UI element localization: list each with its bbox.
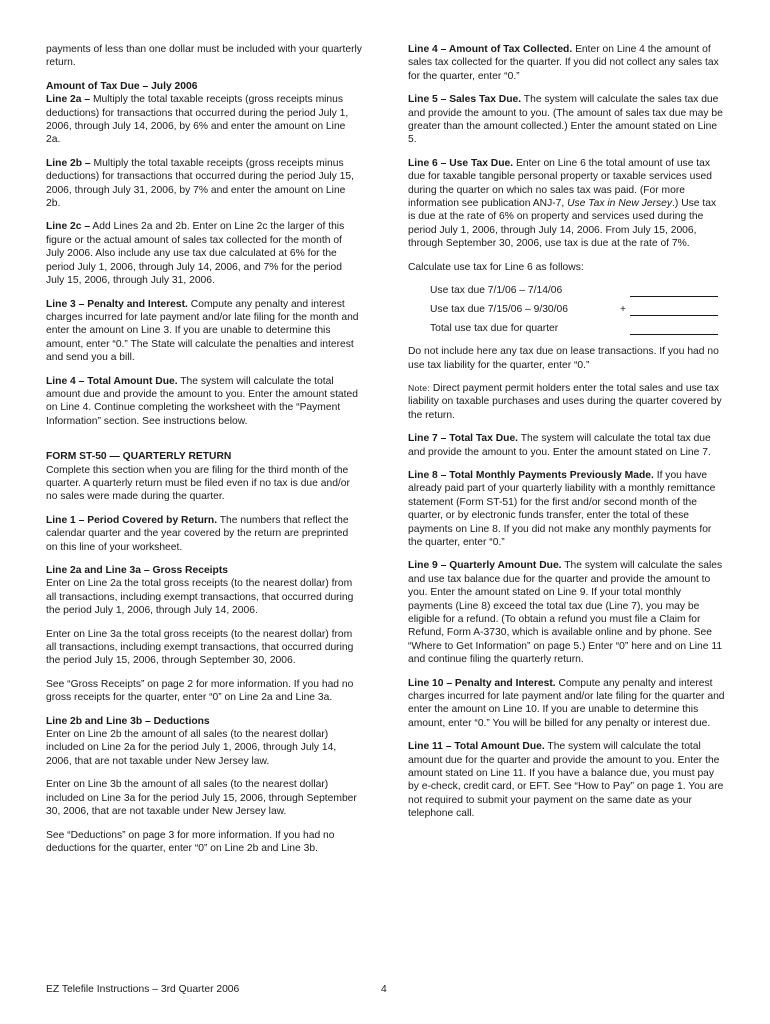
line-text: Multiply the total taxable receipts (gross receipts minus deductions) for transactions that occurred during the period July 1, 2006, through July 14, 2006, by 6% and enter the amount on Line 2a. — [46, 94, 349, 146]
footer-title: EZ Telefile Instructions – 3rd Quarter 2006 — [46, 984, 240, 995]
line-heading: Line 4 – Total Amount Due. — [46, 375, 178, 387]
paragraph: See “Gross Receipts” on page 2 for more information. If you had no gross receipts for the quarter, enter “0” on Line 2a and Line 3a. — [46, 678, 354, 704]
line-text: Compute any penalty and interest charges incurred for late payment and/or late filing for the month and enter the amount on Line 3. If you are unable to determine this amount, enter “0.” The State will calculate the penalties and interest and send you a bill. — [46, 298, 359, 364]
line-text: The numbers that reflect the calendar quarter and the year covered by the return are preprinted on this line of your worksheet. — [46, 514, 349, 553]
line-text: The system will calculate the total amount due for the quarter and provide the amount to you. Enter the amount stated on Line 11. If you have a balance due, you must pay by e-check, credit card, or EFT. See “How to Pay” on page 1. You are not required to submit your payment on the same date as your telephone call. — [408, 741, 724, 820]
line-text: Compute any penalty and interest charges incurred for late payment and/or late filing for the quarter and enter the amount on Line 10. If you are unable to determine this amount, enter “0.” You will be billed for any penalty or interest due. — [408, 677, 725, 729]
section-text: Enter on Line 2b the amount of all sales (to the nearest dollar) included on Line 2a for the period July 1, 2006, through July 14, 2006, that are not taxable under New Jersey law. — [46, 729, 337, 767]
paragraph — [408, 677, 726, 731]
line-heading: Line 4 – Amount of Tax Collected. — [408, 44, 573, 55]
line-heading: Line 8 – Total Monthly Payments Previously Made. — [408, 469, 654, 481]
paragraph — [46, 375, 362, 429]
paragraph — [408, 740, 726, 820]
paragraph — [408, 43, 726, 83]
paragraph: Calculate use tax for Line 6 as follows: — [408, 261, 584, 273]
paragraph — [408, 469, 726, 549]
section-text: Enter on Line 2a the total gross receipts (to the nearest dollar) from all transactions, including exempt transactions, that occurred during the period July 1, 2006, through July 14, 2006. — [46, 578, 354, 617]
use-tax-row — [430, 316, 718, 335]
line-heading: Line 5 – Sales Tax Due. — [408, 94, 522, 106]
line-text: .) Use tax is due at the rate of 6% on property and services used during the period July 1, 2006, through July 14, 2006. From July 15, 2006, through September 30, 2006, use tax is due at the rate of 7%. — [408, 198, 717, 250]
line-heading: Line 2a – — [46, 94, 91, 106]
use-tax-row — [430, 297, 718, 316]
line-text: Add Lines 2a and 2b. Enter on Line 2c the larger of this figure or the actual amount of sales tax collected for the month of July 2006. Also include any use tax due calculated at 6% for the period July 1, 2006, through July 14, 2006, and 7% for the period July 15, 2006, through July 31, 2006. — [46, 221, 345, 287]
use-tax-blank[interactable] — [630, 323, 718, 335]
right-column — [408, 43, 726, 831]
line-heading: Line 2c – — [46, 221, 91, 233]
line-text: Enter on Line 6 the total amount of use tax due for taxable tangible personal property or taxable services used during the quarter on which no sales tax was paid. (For more information see publication ANJ-7, — [408, 157, 712, 210]
page-number: 4 — [381, 984, 387, 995]
line-text: Enter on Line 4 the amount of sales tax collected for the quarter. If you did not collect any sales tax for the quarter, enter “0.” — [408, 44, 719, 82]
line-text: Multiply the total taxable receipts (gross receipts minus deductions) for transactions that occurred during the period July 15, 2006, through July 31, 2006, by 7% and enter the amount on Line 2b. — [46, 157, 354, 210]
section-heading: FORM ST-50 — QUARTERLY RETURN — [46, 451, 232, 463]
line-heading: Line 11 – Total Amount Due. — [408, 741, 545, 753]
publication-title: Use Tax in New Jersey — [567, 198, 673, 210]
use-tax-label: Use tax due 7/1/06 – 7/14/06 — [430, 284, 563, 296]
section-heading: Line 2b and Line 3b – Deductions — [46, 715, 210, 727]
note-label: Note: — [408, 382, 431, 393]
line-heading: Line 2b – — [46, 157, 91, 169]
paragraph — [408, 559, 726, 666]
line-text: The system will calculate the sales and use tax balance due for the quarter and provide the amount to you. Enter the amount stated on Line 9. If your total monthly payments (Line 8) exceed the total tax due (Line 7), you may be eligible for a refund. (To obtain a refund you must file a Claim for Refund, Form A-3730, which is available online and by phone. See “Where to Get Information” on page 5.) Enter “0” here and on Line 11 and continue filing the quarterly return. — [408, 560, 723, 666]
use-tax-blank[interactable] — [630, 285, 718, 297]
paragraph — [46, 157, 362, 211]
paragraph — [46, 450, 362, 504]
use-tax-label: Total use tax due for quarter — [430, 322, 559, 334]
use-tax-label: Use tax due 7/15/06 – 9/30/06 — [430, 303, 568, 315]
paragraph — [46, 220, 362, 287]
line-heading: Line 3 – Penalty and Interest. — [46, 298, 188, 310]
paragraph: payments of less than one dollar must be included with your quarterly return. — [46, 44, 362, 69]
paragraph — [408, 432, 726, 459]
line-heading: Line 7 – Total Tax Due. — [408, 433, 519, 445]
use-tax-blank[interactable] — [630, 304, 718, 316]
use-tax-row — [430, 278, 718, 297]
section-heading: Line 2a and Line 3a – Gross Receipts — [46, 565, 228, 576]
paragraph — [408, 93, 726, 147]
line-text: The system will calculate the total amount due and provide the amount to you. Enter the amount stated on Line 4. Continue completing the worksheet with the “Payment Information” section. See instructions below. — [46, 375, 358, 427]
line-text: The system will calculate the sales tax due and provide the amount to you. (The amount of sales tax due may be greater than the amount collected.) Enter the amount stated on Line 5. — [408, 94, 723, 146]
line-heading: Line 9 – Quarterly Amount Due. — [408, 560, 562, 572]
paragraph — [46, 514, 362, 554]
paragraph — [46, 80, 362, 147]
paragraph — [46, 564, 362, 618]
line-text: The system will calculate the total tax due and provide the amount to you. Enter the amount stated on Line 7. — [408, 433, 711, 458]
line-heading: Line 6 – Use Tax Due. — [408, 157, 514, 169]
section-heading: Amount of Tax Due – July 2006 — [46, 80, 198, 92]
use-tax-operator: + — [619, 303, 626, 315]
paragraph: See “Deductions” on page 3 for more information. If you had no deductions for the quarter, enter “0” on Line 2b and Line 3b. — [46, 829, 335, 854]
paragraph — [46, 715, 362, 769]
paragraph — [408, 382, 726, 422]
section-text: Complete this section when you are filing for the third month of the quarter. A quarterly return must be filed even if no tax is due and/or no sales were made during the quarter. — [46, 464, 350, 503]
line-text: If you have already paid part of your quarterly liability with a monthly remittance statement (Form ST-51) for the first and/or second month of the quarter, or by electronic funds transfer, enter the total of these payments on Line 8. If you did not make any monthly payments for the quarter, enter “0.” — [408, 469, 716, 548]
use-tax-worksheet — [430, 278, 718, 335]
note-text: Direct payment permit holders enter the total sales and use tax liability on taxable purchases and uses during the quarter covered by the return. — [408, 382, 722, 421]
paragraph: Enter on Line 3b the amount of all sales (to the nearest dollar) included on Line 3a for the period July 15, 2006, through September 30, 2006, that are not taxable under New Jersey law. — [46, 779, 357, 818]
paragraph: Enter on Line 3a the total gross receipts (to the nearest dollar) from all transactions, including exempt transactions, that occurred during the period July 15, 2006, through September 30, 2006. — [46, 628, 354, 667]
paragraph: Do not include here any tax due on lease transactions. If you had no use tax liability for the quarter, enter “0.” — [408, 346, 719, 371]
line-heading: Line 1 – Period Covered by Return. — [46, 514, 218, 526]
left-column — [46, 43, 362, 865]
paragraph — [408, 157, 726, 251]
line-heading: Line 10 – Penalty and Interest. — [408, 677, 556, 689]
paragraph — [46, 298, 362, 365]
